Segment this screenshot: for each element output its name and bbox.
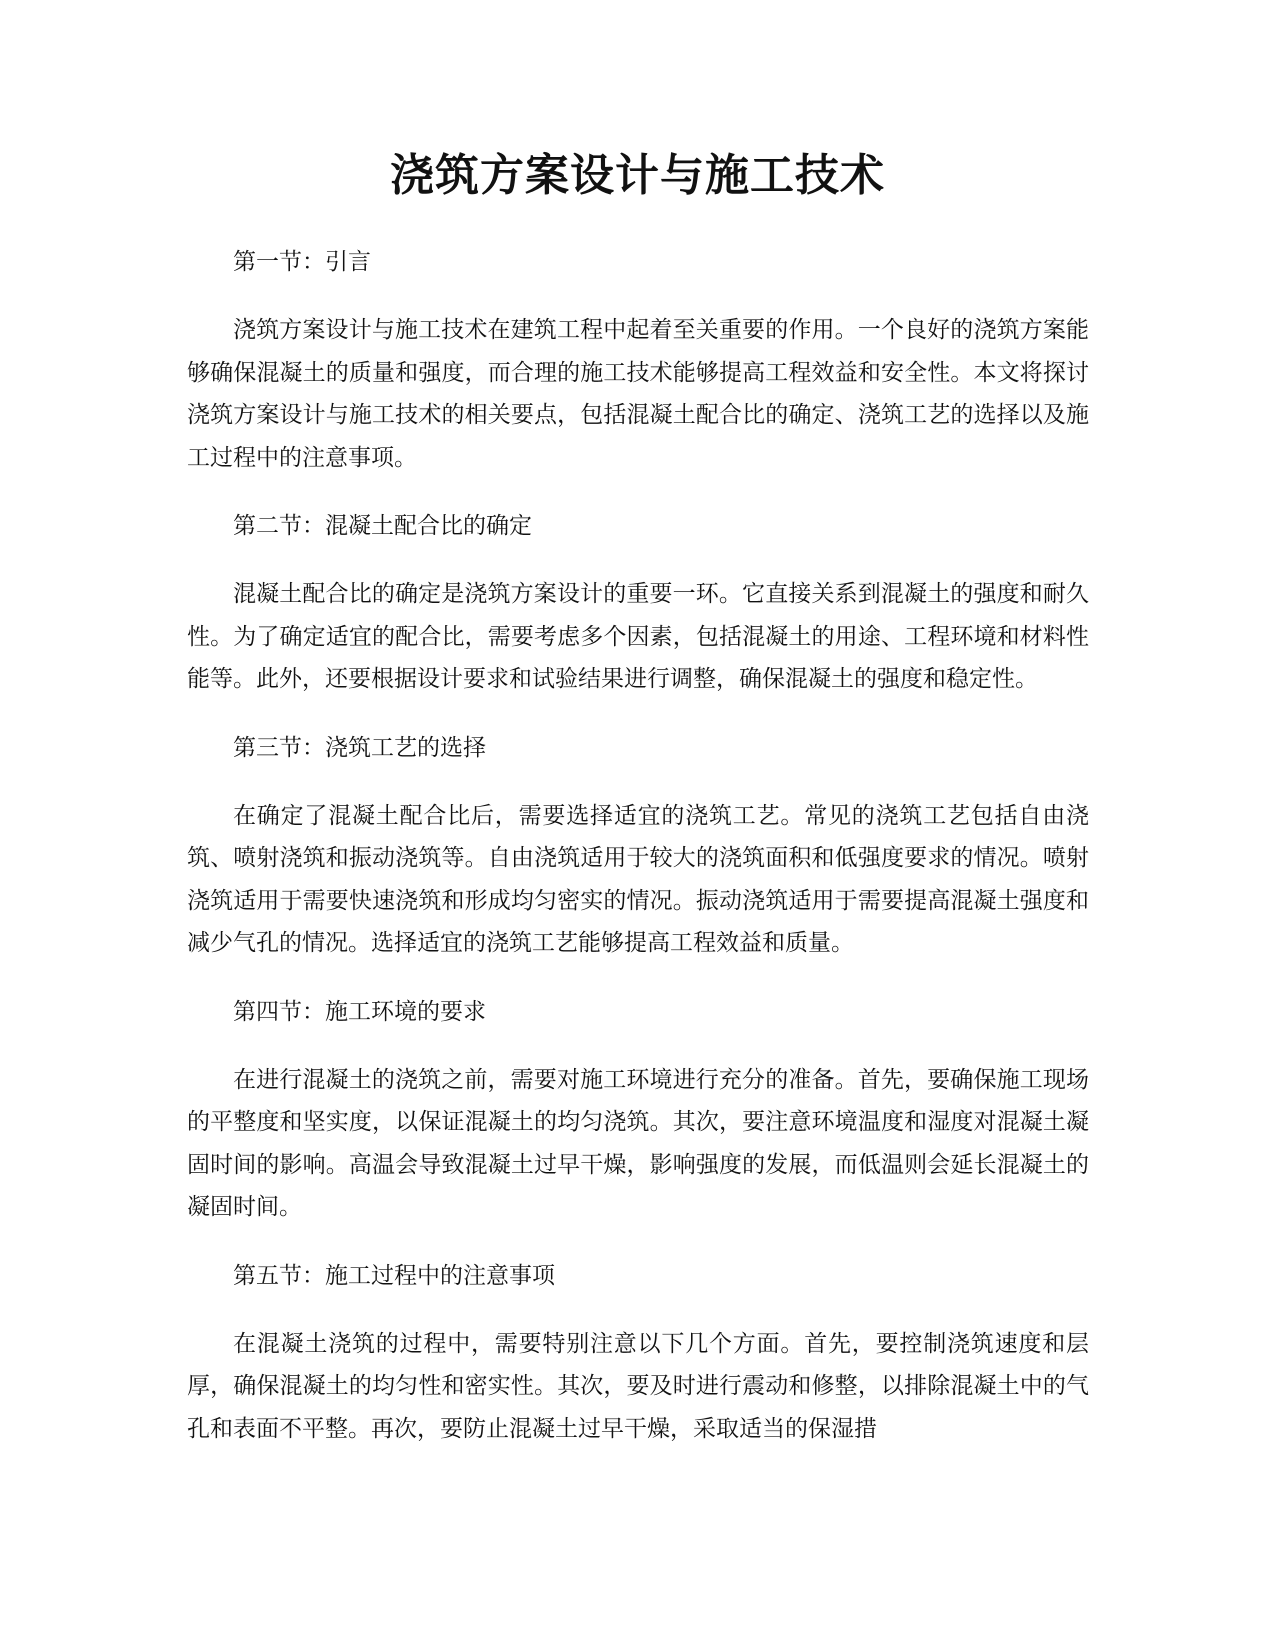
section-2-paragraph: 混凝土配合比的确定是浇筑方案设计的重要一环。它直接关系到混凝土的强度和耐久性。为了确定适宜的配合比，需要考虑多个因素，包括混凝土的用途、工程环境和材料性能等。此外，还要根据设计要求和试验结果进行调整，确保混凝土的强度和稳定性。 xyxy=(187,581,1089,692)
section-3-heading: 第三节：浇筑工艺的选择 xyxy=(233,734,486,761)
section-4-heading: 第四节：施工环境的要求 xyxy=(233,998,486,1025)
section-5-paragraph: 在混凝土浇筑的过程中，需要特别注意以下几个方面。首先，要控制浇筑速度和层厚，确保混凝土的均匀性和密实性。其次，要及时进行震动和修整，以排除混凝土中的气孔和表面不平整。再次，要防止混凝土过早干燥，采取适当的保湿措 xyxy=(187,1330,1089,1442)
document-title: 浇筑方案设计与施工技术 xyxy=(390,150,885,201)
section-1-heading: 第一节：引言 xyxy=(233,249,371,275)
section-5-heading: 第五节：施工过程中的注意事项 xyxy=(233,1262,555,1289)
section-4-paragraph: 在进行混凝土的浇筑之前，需要对施工环境进行充分的准备。首先，要确保施工现场的平整度和坚实度，以保证混凝土的均匀浇筑。其次，要注意环境温度和湿度对混凝土凝固时间的影响。高温会导致混凝土过早干燥，影响强度的发展，而低温则会延长混凝土的凝固时间。 xyxy=(187,1066,1089,1220)
section-3-paragraph: 在确定了混凝土配合比后，需要选择适宜的浇筑工艺。常见的浇筑工艺包括自由浇筑、喷射浇筑和振动浇筑等。自由浇筑适用于较大的浇筑面积和低强度要求的情况。喷射浇筑适用于需要快速浇筑和形成均匀密实的情况。振动浇筑适用于需要提高混凝土强度和减少气孔的情况。选择适宜的浇筑工艺能够提高工程效益和质量。 xyxy=(187,802,1089,956)
section-1-paragraph: 浇筑方案设计与施工技术在建筑工程中起着至关重要的作用。一个良好的浇筑方案能够确保混凝土的质量和强度，而合理的施工技术能够提高工程效益和安全性。本文将探讨浇筑方案设计与施工技术的相关要点，包括混凝土配合比的确定、浇筑工艺的选择以及施工过程中的注意事项。 xyxy=(187,317,1089,471)
section-2-heading: 第二节：混凝土配合比的确定 xyxy=(233,513,532,539)
document-body xyxy=(187,246,1089,1481)
